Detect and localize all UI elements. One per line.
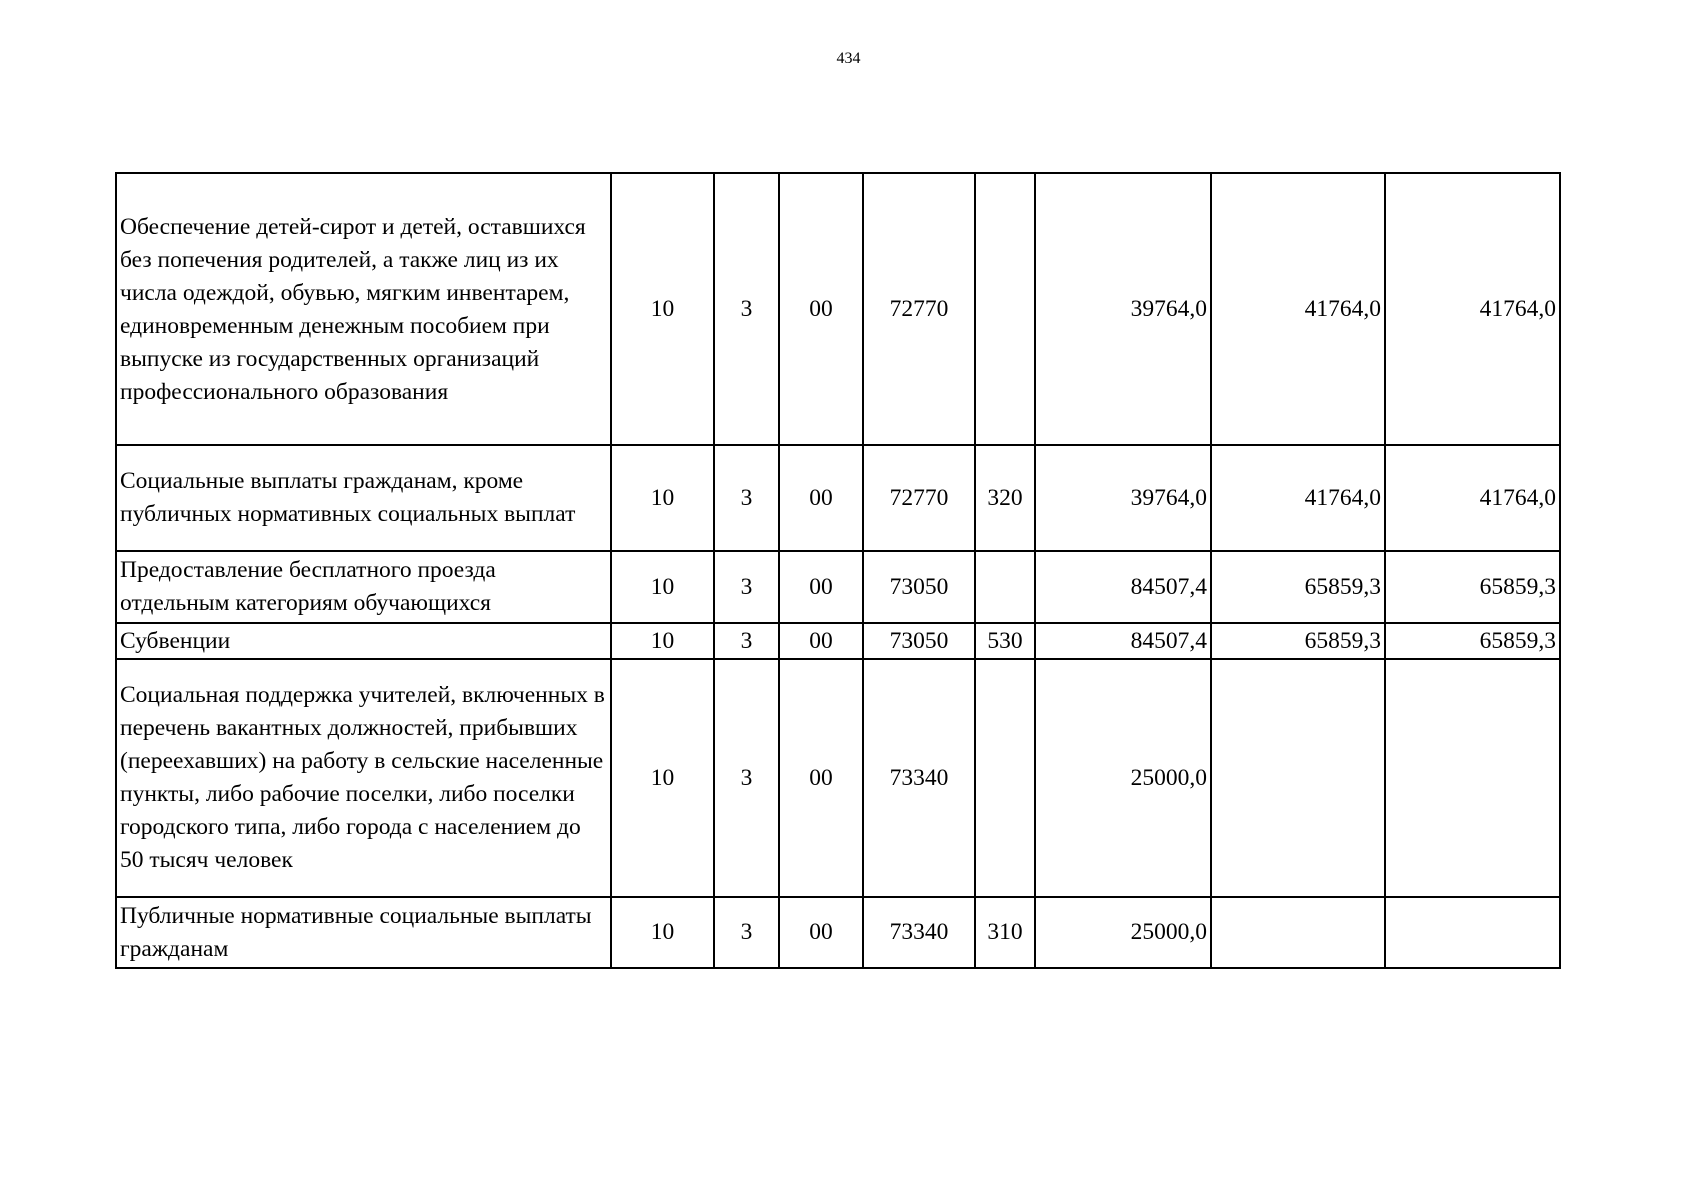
cell-amount-2	[1211, 659, 1385, 897]
cell-section: 10	[611, 173, 714, 445]
cell-amount-1: 25000,0	[1035, 659, 1211, 897]
cell-subsection: 3	[714, 445, 779, 551]
cell-target-direction: 73340	[863, 897, 975, 968]
cell-amount-3: 65859,3	[1385, 551, 1560, 623]
cell-target-program: 00	[779, 897, 863, 968]
cell-target-program: 00	[779, 659, 863, 897]
cell-amount-2: 41764,0	[1211, 445, 1385, 551]
cell-expense-type	[975, 659, 1035, 897]
cell-target-program: 00	[779, 445, 863, 551]
table-row	[116, 659, 1560, 897]
cell-amount-3: 41764,0	[1385, 445, 1560, 551]
row-name: Субвенции	[116, 623, 611, 659]
cell-amount-2: 65859,3	[1211, 623, 1385, 659]
row-name: Социальная поддержка учителей, включенных в перечень вакантных должностей, прибывших (переехавших) на работу в сельские населенные пункты, либо рабочие поселки, либо поселки городского типа, либо города с населением до 50 тысяч человек	[116, 659, 611, 897]
cell-amount-3	[1385, 897, 1560, 968]
table-row	[116, 445, 1560, 551]
budget-table	[115, 172, 1561, 969]
cell-amount-3: 65859,3	[1385, 623, 1560, 659]
cell-amount-3	[1385, 659, 1560, 897]
cell-target-direction: 73050	[863, 551, 975, 623]
cell-amount-2	[1211, 897, 1385, 968]
cell-expense-type: 530	[975, 623, 1035, 659]
cell-target-direction: 72770	[863, 173, 975, 445]
cell-subsection: 3	[714, 551, 779, 623]
cell-expense-type: 310	[975, 897, 1035, 968]
cell-amount-2: 65859,3	[1211, 551, 1385, 623]
row-name: Обеспечение детей-сирот и детей, оставшихся без попечения родителей, а также лиц из их числа одеждой, обувью, мягким инвентарем, единовременным денежным пособием при выпуске из государственных организаций профессионального образования	[116, 173, 611, 445]
row-name: Социальные выплаты гражданам, кроме публичных нормативных социальных выплат	[116, 445, 611, 551]
cell-subsection: 3	[714, 897, 779, 968]
row-name: Предоставление бесплатного проезда отдельным категориям обучающихся	[116, 551, 611, 623]
cell-expense-type	[975, 173, 1035, 445]
cell-expense-type: 320	[975, 445, 1035, 551]
cell-amount-1: 39764,0	[1035, 173, 1211, 445]
cell-target-direction: 72770	[863, 445, 975, 551]
cell-subsection: 3	[714, 623, 779, 659]
page-number: 434	[836, 50, 861, 67]
cell-amount-3: 41764,0	[1385, 173, 1560, 445]
cell-subsection: 3	[714, 659, 779, 897]
cell-amount-1: 84507,4	[1035, 551, 1211, 623]
cell-target-program: 00	[779, 551, 863, 623]
cell-amount-1: 25000,0	[1035, 897, 1211, 968]
table-row	[116, 551, 1560, 623]
table-row	[116, 897, 1560, 968]
cell-target-program: 00	[779, 623, 863, 659]
cell-section: 10	[611, 551, 714, 623]
cell-target-program: 00	[779, 173, 863, 445]
cell-section: 10	[611, 445, 714, 551]
cell-expense-type	[975, 551, 1035, 623]
table-row	[116, 173, 1560, 445]
cell-amount-2: 41764,0	[1211, 173, 1385, 445]
cell-amount-1: 39764,0	[1035, 445, 1211, 551]
cell-section: 10	[611, 897, 714, 968]
cell-target-direction: 73050	[863, 623, 975, 659]
cell-target-direction: 73340	[863, 659, 975, 897]
cell-section: 10	[611, 659, 714, 897]
cell-section: 10	[611, 623, 714, 659]
cell-amount-1: 84507,4	[1035, 623, 1211, 659]
table-row	[116, 623, 1560, 659]
cell-subsection: 3	[714, 173, 779, 445]
row-name: Публичные нормативные социальные выплаты гражданам	[116, 897, 611, 968]
